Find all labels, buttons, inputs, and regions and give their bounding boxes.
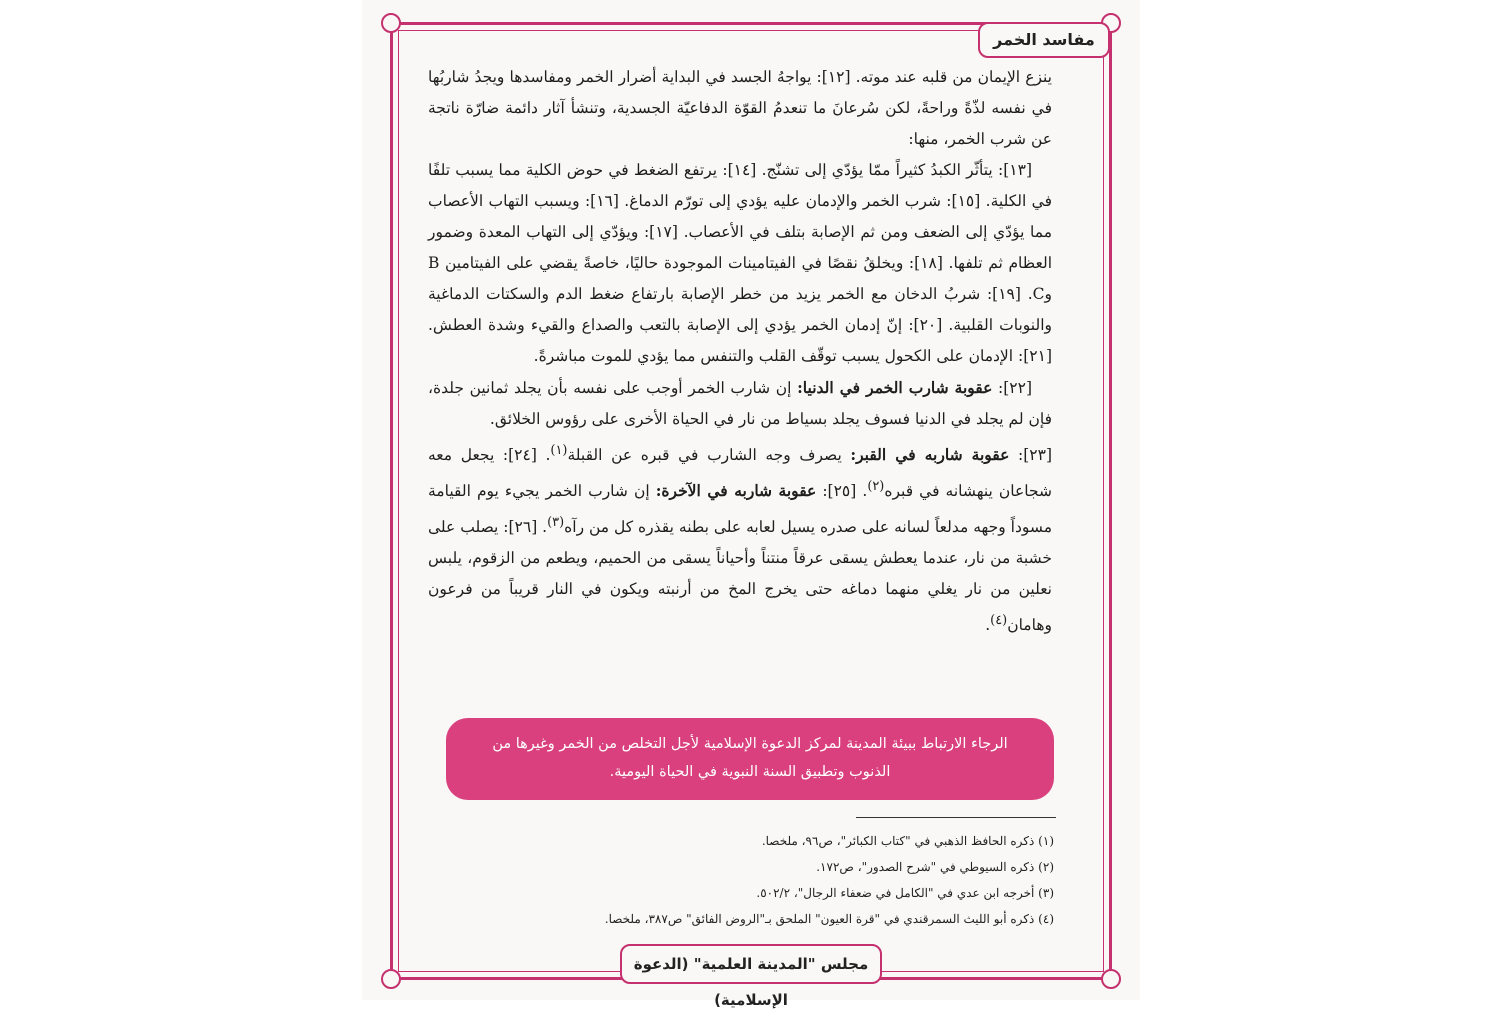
item-number: [٢٢]:: [992, 379, 1032, 397]
paragraph-text: . [٢٥]:: [816, 482, 868, 501]
footnotes: [600, 828, 1054, 932]
footnote-item: (٣) أخرجه ابن عدي في "الكامل في ضعفاء الرجال"، ٥٠٢/٢.: [756, 886, 1054, 900]
paragraph-grave-and-hereafter: [428, 435, 1052, 642]
paragraph-intro: ينزع الإيمان من قلبه عند موته. [١٢]: يواجهُ الجسد في البداية أضرار الخمر ومفاسدها ويجدُ شاربُها في نفسه لذّةً وراحةً، لكن سُرعانَ ما تنعدمُ القوّة الدفاعيّة الجسدية، وتنشأ آثار دائمة ضارّة ناتجة عن شرب الخمر، منها:: [428, 68, 1052, 148]
footnote-marker: (٤): [990, 613, 1008, 629]
frame-corner-ornament: [381, 969, 401, 989]
chapter-title: مفاسد الخمر: [993, 30, 1095, 49]
item-number: [٢٣]:: [1009, 446, 1052, 465]
paragraph-text: . [٢٦]: يصلب على خشبة من نار، عندما يعطش يسقى عرقاً منتناً وأحياناً يسقى من الحميم، ويطعم من الزقوم، يلبس نعلين من نار يغلي منهما دماغه حتى يخرج المخ من أرنبته ويكون في النار قريباً من فرعون وهامان: [428, 518, 1052, 635]
main-text: [428, 62, 1052, 642]
section-heading: عقوبة شارب الخمر في الدنيا:: [797, 378, 993, 397]
paragraph-worldly-punishment: [428, 372, 1052, 435]
footnote-marker: (٢): [867, 479, 885, 495]
publisher-tag: [620, 944, 882, 1009]
footnote-item: (٢) ذكره السيوطي في "شرح الصدور"، ص١٧٢.: [816, 860, 1054, 874]
paragraph-text: يصرف وجه الشارب في قبره عن القبلة: [567, 446, 851, 465]
paragraph-text: . [٢٤]: يجعل معه شجاعان ينهشانه في قبره: [428, 446, 1052, 501]
notice-text: الرجاء الارتباط ببيئة المدينة لمركز الدعوة الإسلامية لأجل التخلص من الخمر وغيرها من الذنوب وتطبيق السنة النبوية في الحياة اليومية.: [492, 736, 1008, 780]
frame-corner-ornament: [1101, 969, 1121, 989]
footnote-item: (٤) ذكره أبو الليث السمرقندي في "قرة العيون" الملحق بـ"الروض الفائق" ص٣٨٧، ملخصا.: [604, 912, 1054, 926]
paragraph-harms: [١٣]: يتأثّر الكبدُ كثيراً ممّا يؤدّي إلى تشنّج. [١٤]: يرتفع الضغط في حوض الكلية مما يسبب تلفًا في الكلية. [١٥]: شرب الخمر والإدمان عليه يؤدي إلى تورّم الدماغ. [١٦]: ويسبب التهاب الأعصاب مما يؤدّي إلى الضعف ومن ثم الإصابة بتلف في الأعصاب. [١٧]: ويؤدّي إلى التهاب المعدة وضمور العظام ثم تلفها. [١٨]: ويخلقُ نقصًا في الفيتامينات الموجودة حاليًا، خاصةً يقضي على الفيتامين B وC. [١٩]: شربُ الدخان مع الخمر يزيد من خطر الإصابة بارتفاع ضغط الدم والسكتات الدماغية والنوبات القلبية. [٢٠]: إنّ إدمان الخمر يؤدي إلى الإصابة بالتعب والصداع والقيء وشدة العطش. [٢١]: الإدمان على الكحول يسبب توقّف القلب والتنفس مما يؤدي للموت مباشرةً.: [428, 161, 1053, 365]
paragraph-text: إن شارب الخمر أوجب على نفسه بأن يجلد ثمانين جلدة، فإن لم يجلد في الدنيا فسوف يجلد بسياط من نار في الحياة الأخرى على رؤوس الخلائق.: [428, 379, 1052, 428]
chapter-title-tag: [978, 22, 1110, 58]
notice-banner: [446, 718, 1054, 800]
footnote-marker: (١): [550, 443, 568, 458]
publisher-label: مجلس "المدينة العلمية" (الدعوة الإسلامية): [633, 955, 869, 1009]
frame-corner-ornament: [381, 13, 401, 33]
footnote-divider: [856, 817, 1056, 818]
footnote-item: (١) ذكره الحافظ الذهبي في "كتاب الكبائر"، ص٩٦، ملخصا.: [761, 834, 1054, 848]
section-heading: عقوبة شاربه في الآخرة:: [655, 481, 817, 501]
paragraph-text: .: [985, 616, 991, 635]
paragraph-text: إن شارب الخمر يجيء يوم القيامة مسوداً وجهه مدلعاً لسانه على صدره يسيل لعابه على بطنه يقذره كل من رآه: [428, 482, 1053, 537]
section-heading: عقوبة شاربه في القبر:: [850, 445, 1010, 465]
footnote-marker: (٣): [547, 515, 565, 531]
